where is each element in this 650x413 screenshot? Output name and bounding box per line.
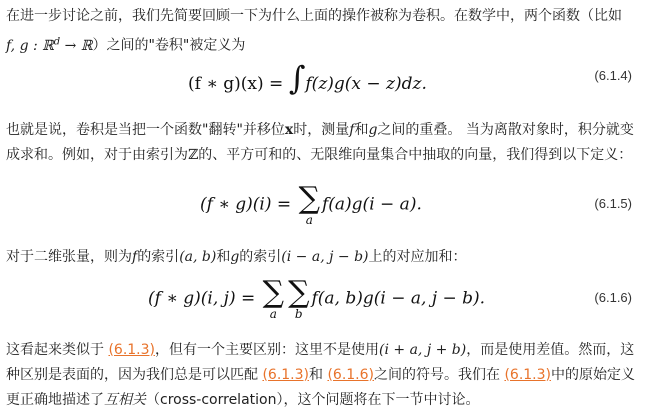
p3-text-b: 的索引: [137, 249, 180, 265]
sigma-sub-a: a: [305, 213, 313, 227]
equation-6-1-5-rhs: f(a)g(i − a).: [321, 194, 422, 215]
term-cross-correlation: 互相关: [104, 392, 146, 408]
equation-6-1-6-lhs: (f ∗ g)(i, j) =: [148, 288, 261, 309]
p4-text-c: ，而是使用差值。然而，这种区别是表面的，因为我们总是可以匹配: [6, 342, 635, 383]
sigma-sign-b: ∑: [288, 275, 310, 310]
equation-6-1-4-rhs: f(z)g(x − z)dz.: [305, 74, 427, 94]
intro-text: 在进一步讨论之前，我们先简要回顾一下为什么上面的操作被称为卷积。在数学中，两个函数（比如: [6, 8, 622, 24]
sum-a: [298, 181, 320, 227]
equation-6-1-5: [0, 182, 650, 236]
p3-text-d: 的索引: [239, 249, 282, 265]
p2-text-d: 之间的重叠。 当为离散对象时，积分就变成求和。例如，对于由索引为: [6, 122, 634, 163]
p2-Z: ℤ: [188, 147, 199, 163]
p2-text-e: 的、平方可和的、无限维向量集合中抽取的向量，我们得到以下定义：: [198, 147, 633, 163]
paragraph-cross-correlation: [6, 338, 638, 413]
p2-x: x: [284, 122, 294, 138]
equation-number-6-1-4: (6.1.4): [594, 68, 632, 83]
p4-text-f: 中的原始定义更正确地描述了: [6, 367, 635, 408]
p3-ij: (i − a, j − b): [281, 249, 369, 265]
equation-6-1-4-lhs: (f ∗ g)(x) =: [188, 74, 289, 94]
sum-b: [288, 275, 310, 321]
sigma-sign: ∑: [298, 181, 320, 216]
function-signature-sup: d: [53, 36, 61, 47]
paragraph-convolution-intro: [6, 4, 638, 59]
equation-number-6-1-5: (6.1.5): [594, 196, 632, 211]
equation-6-1-4-body: [188, 59, 427, 97]
p4-text-b: ，但有一个主要区别：这里不是使用: [155, 342, 379, 358]
p2-text-a: 也就是说，卷积是当把一个函数"翻转"并移位: [6, 122, 285, 138]
p3-f: f: [132, 249, 138, 265]
function-signature-main: f, g : ℝ: [6, 37, 54, 54]
p2-g: g: [368, 122, 378, 138]
p4-text-a: 这看起来类似于: [6, 342, 109, 358]
equation-number-6-1-6: (6.1.6): [594, 290, 632, 305]
equation-6-1-5-body: [200, 181, 422, 227]
intro-tail: ）之间的"卷积"被定义为: [92, 37, 246, 54]
equation-link-6-1-6[interactable]: (6.1.6): [327, 367, 374, 383]
p4-text-e: 之间的符号。我们在: [374, 367, 505, 383]
equation-link-6-1-3[interactable]: (6.1.3): [262, 367, 309, 383]
p4-index-sum: (i + a, j + b): [379, 342, 467, 358]
p4-text-d: 和: [309, 367, 328, 383]
equation-6-1-6: [0, 276, 650, 330]
paragraph-2d-tensor: [6, 245, 638, 270]
integral-sign: ∫: [288, 59, 306, 97]
p3-g: g: [230, 249, 240, 265]
equation-6-1-6-body: [148, 275, 486, 321]
equation-link-6-1-3[interactable]: (6.1.3): [504, 367, 551, 383]
sigma-sub-a: a: [269, 307, 277, 321]
paragraph-discrete: [6, 118, 638, 168]
p3-text-c: 和: [216, 249, 231, 265]
p4-text-g: （cross-correlation），这个问题将在下一节中讨论。: [146, 392, 480, 408]
sigma-sign-a: ∑: [262, 275, 285, 310]
equation-link-6-1-3[interactable]: (6.1.3): [108, 342, 155, 358]
p2-text-c: 和: [354, 122, 369, 138]
equation-6-1-5-lhs: (f ∗ g)(i) =: [200, 194, 297, 215]
sigma-sub-b: b: [294, 307, 303, 321]
p2-text-b: 时，测量: [293, 122, 350, 138]
equation-6-1-4: [0, 58, 650, 102]
p3-text-a: 对于二维张量，则为: [6, 249, 132, 265]
function-signature: [6, 38, 92, 54]
function-signature-arrow: → ℝ: [60, 37, 93, 54]
p2-f: f: [349, 122, 355, 138]
sum-a: [262, 275, 285, 321]
equation-6-1-6-rhs: f(a, b)g(i − a, j − b).: [311, 288, 486, 309]
p3-ab: (a, b): [179, 249, 217, 265]
p3-text-e: 上的对应加和：: [368, 249, 467, 265]
